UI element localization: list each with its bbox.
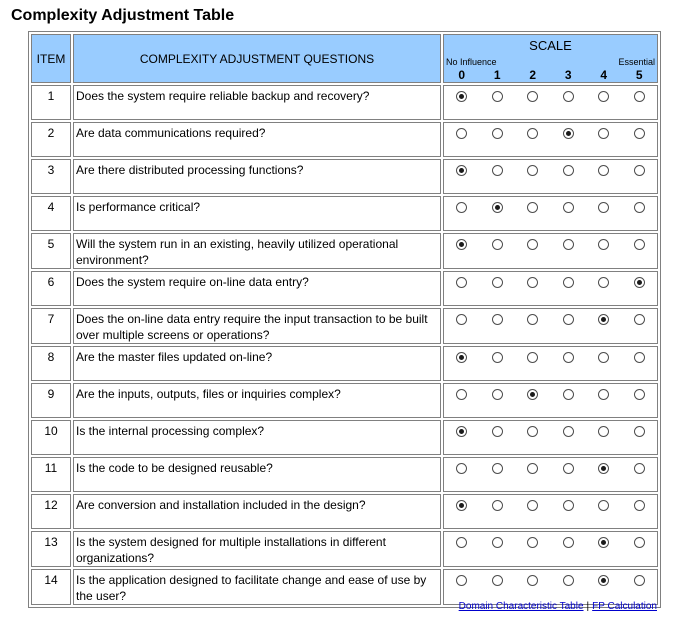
scale-radio-3[interactable] [563,277,574,288]
scale-radio-4[interactable] [598,575,609,586]
scale-value-1: 1 [493,68,501,82]
table-row [31,420,658,455]
scale-radio-5[interactable] [634,463,645,474]
question-text: Is performance critical? [73,196,441,231]
item-number: 2 [31,122,71,157]
scale-low-label: No Influence [446,57,497,67]
scale-radio-group [443,569,658,605]
scale-radio-2[interactable] [527,426,538,437]
header-scale [443,34,658,83]
item-number: 6 [31,271,71,306]
item-number: 14 [31,569,71,605]
complexity-adjustment-table [28,31,661,608]
scale-radio-group [443,122,658,157]
scale-radio-5[interactable] [634,426,645,437]
scale-radio-0[interactable] [456,389,467,400]
item-number: 7 [31,308,71,344]
table-row [31,383,658,418]
scale-radio-1[interactable] [492,426,503,437]
scale-radio-1[interactable] [492,128,503,139]
scale-value-2: 2 [529,68,537,82]
question-text: Is the code to be designed reusable? [73,457,441,492]
scale-title: SCALE [529,38,572,53]
table-row [31,457,658,492]
scale-radio-3[interactable] [563,91,574,102]
scale-radio-3[interactable] [563,314,574,325]
scale-radio-0[interactable] [456,500,467,511]
table-row [31,569,658,605]
scale-radio-1[interactable] [492,91,503,102]
question-text: Is the application designed to facilitate change and ease of use by the user? [73,569,441,605]
scale-radio-3[interactable] [563,426,574,437]
scale-radio-0[interactable] [456,202,467,213]
scale-radio-3[interactable] [563,500,574,511]
header-questions: COMPLEXITY ADJUSTMENT QUESTIONS [73,34,441,83]
table-row [31,233,658,269]
scale-radio-5[interactable] [634,165,645,176]
scale-radio-3[interactable] [563,575,574,586]
table-row [31,346,658,381]
scale-radio-2[interactable] [527,463,538,474]
scale-radio-group [443,233,658,269]
item-number: 11 [31,457,71,492]
scale-radio-3[interactable] [563,128,574,139]
scale-radio-4[interactable] [598,537,609,548]
scale-radio-group [443,308,658,344]
table-row [31,308,658,344]
scale-radio-5[interactable] [634,239,645,250]
scale-radio-group [443,420,658,455]
scale-value-3: 3 [564,68,572,82]
scale-radio-0[interactable] [456,277,467,288]
footer-separator: | [586,601,590,612]
scale-radio-4[interactable] [598,202,609,213]
scale-radio-0[interactable] [456,128,467,139]
scale-radio-2[interactable] [527,500,538,511]
item-number: 9 [31,383,71,418]
question-text: Does the on-line data entry require the input transaction to be built over multiple screens or operations? [73,308,441,344]
scale-radio-4[interactable] [598,463,609,474]
scale-radio-3[interactable] [563,239,574,250]
scale-radio-2[interactable] [527,91,538,102]
scale-radio-3[interactable] [563,389,574,400]
footer-links [459,601,657,612]
scale-value-4: 4 [600,68,608,82]
scale-radio-5[interactable] [634,537,645,548]
scale-radio-2[interactable] [527,537,538,548]
item-number: 12 [31,494,71,529]
item-number: 1 [31,85,71,120]
scale-radio-0[interactable] [456,463,467,474]
scale-radio-5[interactable] [634,314,645,325]
scale-radio-1[interactable] [492,352,503,363]
scale-radio-2[interactable] [527,389,538,400]
scale-radio-2[interactable] [527,202,538,213]
scale-radio-group [443,85,658,120]
question-text: Will the system run in an existing, heavily utilized operational environment? [73,233,441,269]
scale-radio-4[interactable] [598,128,609,139]
scale-radio-0[interactable] [456,91,467,102]
scale-high-label: Essential [618,57,655,67]
scale-radio-1[interactable] [492,202,503,213]
scale-radio-2[interactable] [527,314,538,325]
scale-radio-4[interactable] [598,389,609,400]
scale-radio-4[interactable] [598,352,609,363]
question-text: Is the system designed for multiple installations in different organizations? [73,531,441,567]
scale-radio-group [443,494,658,529]
scale-radio-4[interactable] [598,91,609,102]
table-row [31,494,658,529]
question-text: Is the internal processing complex? [73,420,441,455]
scale-radio-2[interactable] [527,575,538,586]
scale-radio-5[interactable] [634,575,645,586]
scale-radio-5[interactable] [634,500,645,511]
scale-radio-1[interactable] [492,314,503,325]
scale-radio-4[interactable] [598,426,609,437]
scale-value-5: 5 [635,68,643,82]
page-title: Complexity Adjustment Table [11,7,235,24]
scale-radio-group [443,531,658,567]
scale-radio-1[interactable] [492,277,503,288]
table-row [31,196,658,231]
question-text: Are data communications required? [73,122,441,157]
scale-radio-5[interactable] [634,352,645,363]
question-text: Does the system require on-line data entry? [73,271,441,306]
domain-characteristic-table-link[interactable]: Domain Characteristic Table [458,601,584,612]
scale-radio-4[interactable] [598,239,609,250]
table-row [31,85,658,120]
scale-radio-1[interactable] [492,575,503,586]
scale-value-0: 0 [458,68,466,82]
scale-radio-group [443,196,658,231]
table-row [31,159,658,194]
scale-radio-0[interactable] [456,575,467,586]
question-text: Are conversion and installation included in the design? [73,494,441,529]
scale-radio-group [443,271,658,306]
scale-radio-1[interactable] [492,389,503,400]
question-text: Are there distributed processing functions? [73,159,441,194]
header-item: ITEM [31,34,71,83]
scale-radio-4[interactable] [598,314,609,325]
question-text: Are the master files updated on-line? [73,346,441,381]
scale-radio-2[interactable] [527,165,538,176]
scale-radio-4[interactable] [598,500,609,511]
scale-radio-1[interactable] [492,239,503,250]
item-number: 10 [31,420,71,455]
scale-radio-group [443,383,658,418]
scale-radio-2[interactable] [527,277,538,288]
item-number: 3 [31,159,71,194]
scale-radio-0[interactable] [456,352,467,363]
scale-radio-1[interactable] [492,500,503,511]
scale-radio-4[interactable] [598,277,609,288]
scale-radio-group [443,346,658,381]
scale-radio-1[interactable] [492,165,503,176]
question-text: Does the system require reliable backup and recovery? [73,85,441,120]
scale-radio-1[interactable] [492,463,503,474]
scale-radio-3[interactable] [563,165,574,176]
fp-calculation-link[interactable]: FP Calculation [592,601,657,612]
item-number: 13 [31,531,71,567]
scale-radio-3[interactable] [563,202,574,213]
scale-radio-0[interactable] [456,239,467,250]
scale-radio-3[interactable] [563,537,574,548]
scale-radio-group [443,457,658,492]
scale-radio-2[interactable] [527,239,538,250]
item-number: 8 [31,346,71,381]
scale-radio-5[interactable] [634,202,645,213]
scale-radio-0[interactable] [456,537,467,548]
scale-radio-5[interactable] [634,389,645,400]
item-number: 4 [31,196,71,231]
scale-radio-2[interactable] [527,352,538,363]
table-row [31,531,658,567]
scale-radio-5[interactable] [634,128,645,139]
scale-radio-4[interactable] [598,165,609,176]
scale-radio-group [443,159,658,194]
scale-radio-5[interactable] [634,91,645,102]
scale-radio-3[interactable] [563,352,574,363]
item-number: 5 [31,233,71,269]
scale-radio-0[interactable] [456,426,467,437]
scale-radio-0[interactable] [456,165,467,176]
table-row [31,122,658,157]
scale-radio-2[interactable] [527,128,538,139]
scale-radio-1[interactable] [492,537,503,548]
scale-radio-0[interactable] [456,314,467,325]
table-row [31,271,658,306]
scale-radio-5[interactable] [634,277,645,288]
question-text: Are the inputs, outputs, files or inquiries complex? [73,383,441,418]
scale-radio-3[interactable] [563,463,574,474]
